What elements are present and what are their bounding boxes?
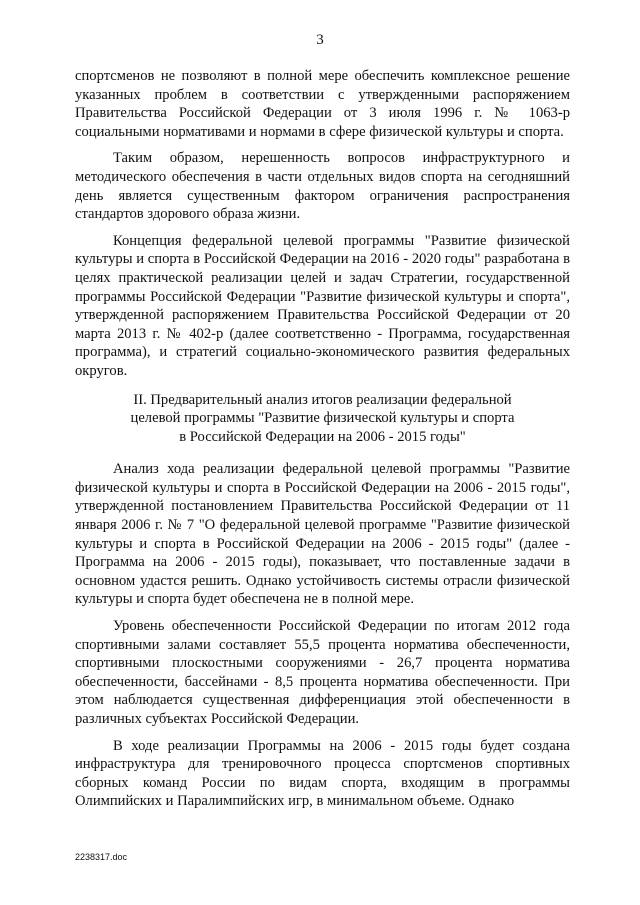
paragraph-analysis: Анализ хода реализации федеральной целевой программы "Развитие физической культуры и спорта в Российской Федерации на 2006 - 2015 годы", утвержденной постановлением Правительства Российской Федерации от 11 января 2006 г. № 7 "О федеральной целевой программе "Развитие физической культуры и спорта в Российской Федерации на 2006 - 2015 годы" (далее - Программа на 2006 - 2015 годы), показывает, что поставленные задачи в основном удастся решить. Однако устойчивость системы отрасли физической культуры и спорта будет обеспечена не в полной мере.	[75, 461, 570, 608]
section-heading-line: целевой программы "Развитие физической культуры и спорта	[130, 410, 515, 427]
section-heading-line: II. Предварительный анализ итогов реализации федеральной	[133, 391, 512, 408]
file-name-footer: 2238317.doc	[75, 852, 128, 862]
section-heading	[75, 391, 570, 447]
paragraph-implementation: В ходе реализации Программы на 2006 - 2015 годы будет создана инфраструктура для тренировочного процесса спортсменов спортивных сборных команд России по видам спорта, входящим в программы Олимпийских и Паралимпийских игр, в минимальном объеме. Однако	[75, 737, 570, 810]
page-number: 3	[316, 32, 324, 48]
document-body	[75, 67, 570, 811]
paragraph-continuation: спортсменов не позволяют в полной мере обеспечить комплексное решение указанных проблем в соответствии с утвержденными распоряжением Правительства Российской Федерации от 3 июля 1996 г. № 1063-р социальными нормативами и нормами в сфере физической культуры и спорта.	[75, 68, 570, 140]
section-heading-line: в Российской Федерации на 2006 - 2015 годы"	[179, 428, 466, 445]
paragraph-provision-level: Уровень обеспеченности Российской Федерации по итогам 2012 года спортивными залами составляет 55,5 процента норматива обеспеченности, спортивными плоскостными сооружениями - 26,7 процента норматива обеспеченности, бассейнами - 8,5 процента норматива обеспеченности. При этом наблюдается существенная дифференциация этой обеспеченности в различных субъектах Российской Федерации.	[75, 618, 570, 727]
paragraph-infrastructure: Таким образом, нерешенность вопросов инфраструктурного и методического обеспечения в части отдельных видов спорта на сегодняшний день является существенным фактором ограничения распространения стандартов здорового образа жизни.	[75, 150, 570, 223]
paragraph-concept: Концепция федеральной целевой программы "Развитие физической культуры и спорта в Российской Федерации на 2016 - 2020 годы" разработана в целях практической реализации целей и задач Стратегии, государственной программы Российской Федерации "Развитие физической культуры и спорта", утвержденной распоряжением Правительства Российской Федерации от 20 марта 2013 г. № 402-р (далее соответственно - Программа, государственная программа), и стратегий социально-экономического развития федеральных округов.	[75, 232, 570, 379]
